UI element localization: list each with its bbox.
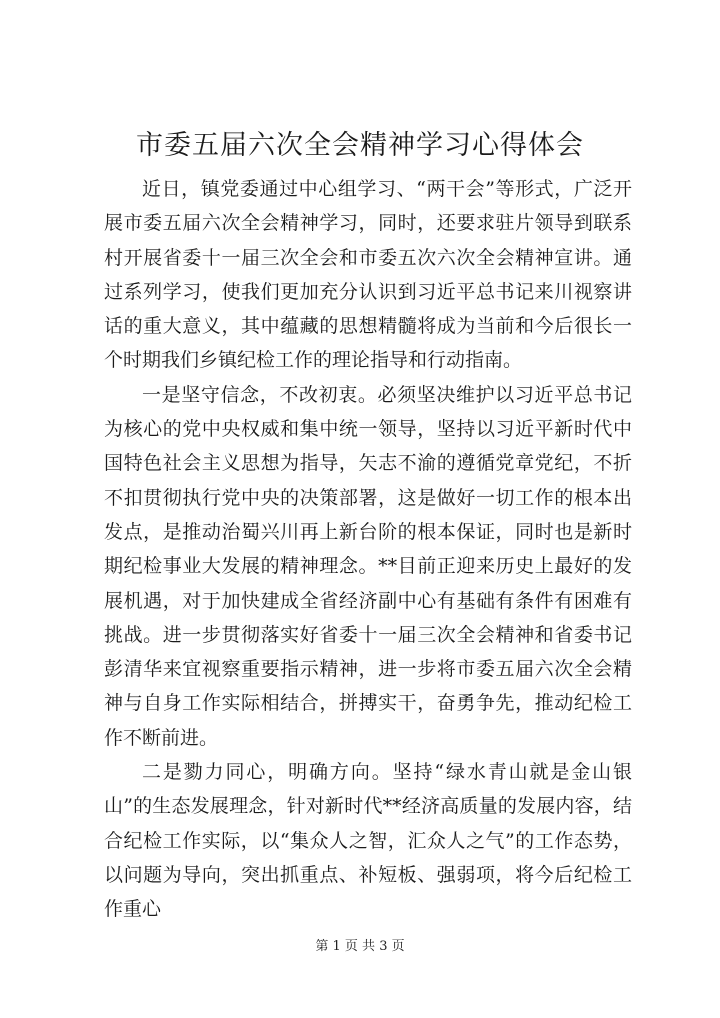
paragraph-point-one: 一是坚守信念，不改初衷。必须坚决维护以习近平总书记为核心的党中央权威和集中统一领导，坚持以习近平新时代中国特色社会主义思想为指导，矢志不渝的遵循党章党纪，不折不扣贯彻执行党中央的决策部署，这是做好一切工作的根本出发点，是推动治蜀兴川再上新台阶的根本保证，同时也是新时期纪检事业大发展的精神理念。**目前正迎来历史上最好的发展机遇，对于加快建成全省经济副中心有基础有条件有困难有挑战。进一步贯彻落实好省委十一届三次全会精神和省委书记彭清华来宜视察重要指示精神，进一步将市委五届六次全会精神与自身工作实际相结合，拼搏实干，奋勇争先，推动纪检工作不断前进。 (104, 383, 632, 749)
document-title: 市委五届六次全会精神学习心得体会 (136, 130, 584, 161)
paragraph-point-two: 二是勠力同心，明确方向。坚持“绿水青山就是金山银山”的生态发展理念，针对新时代**经济高质量的发展内容，结合纪检工作实际，以“集众人之智，汇众人之气”的工作态势，以问题为导向，突出抓重点、补短板、强弱项，将今后纪检工作重心 (104, 761, 632, 921)
document-body (104, 172, 632, 927)
page-number-footer: 第 1 页 共 3 页 (315, 939, 405, 954)
paragraph-intro: 近日，镇党委通过中心组学习、“两干会”等形式，广泛开展市委五届六次全会精神学习，同时，还要求驻片领导到联系村开展省委十一届三次全会和市委五次六次全会精神宣讲。通过系列学习，使我们更加充分认识到习近平总书记来川视察讲话的重大意义，其中蕴藏的思想精髓将成为当前和今后很长一个时期我们乡镇纪检工作的理论指导和行动指南。 (104, 178, 632, 372)
